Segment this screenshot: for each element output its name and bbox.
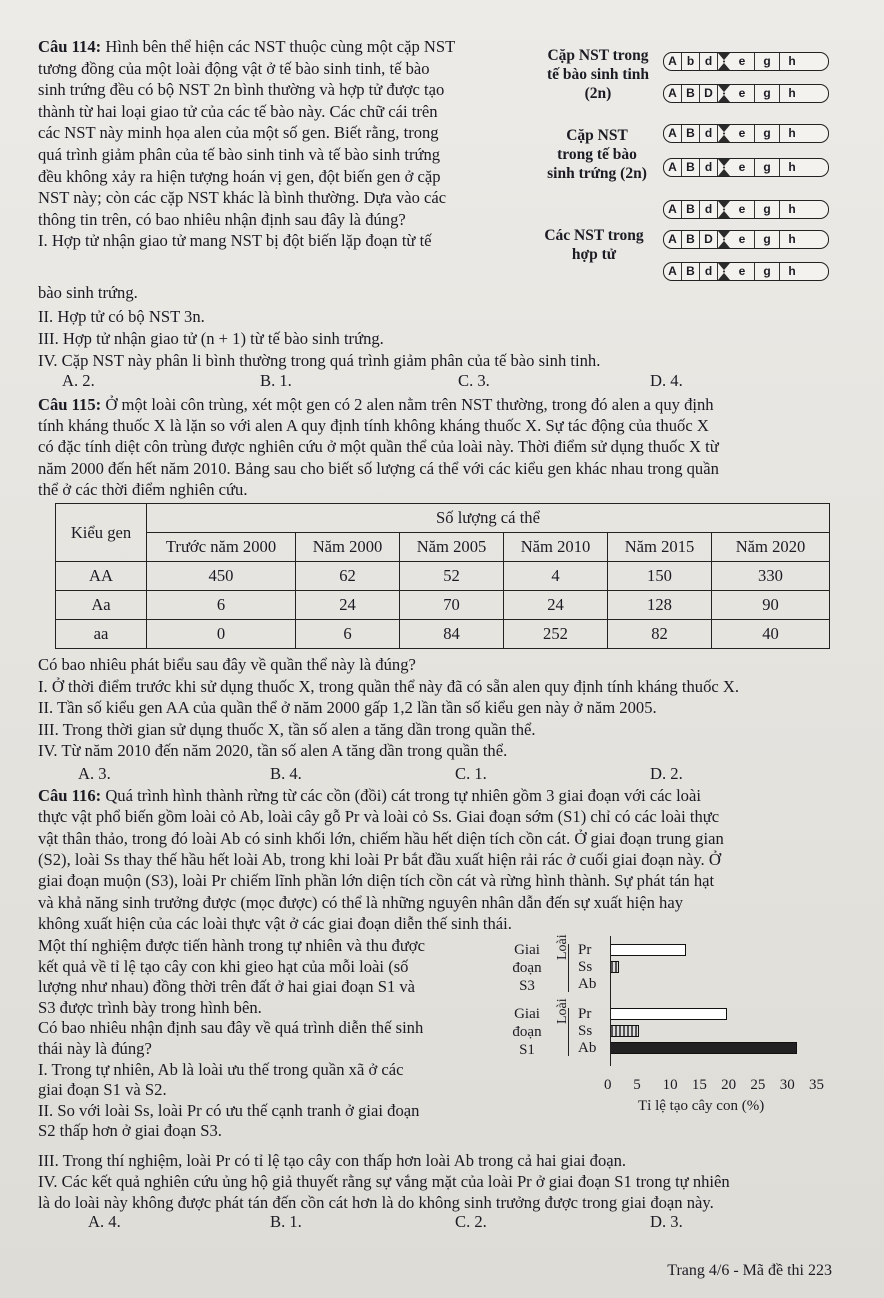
allele-e: e bbox=[730, 85, 755, 102]
text-line: S3 được trình bày trong hình bên. bbox=[38, 997, 262, 1017]
allele-A: A bbox=[664, 159, 682, 176]
x-tick-label: 5 bbox=[633, 1077, 641, 1093]
text-line: và khả năng sinh trưởng được (mọc được) có thể là những nguyên nhân dẫn đến sự xuất hiện hay bbox=[38, 892, 684, 912]
y-axis-label: Loài bbox=[555, 998, 570, 1024]
chromosome bbox=[663, 262, 829, 281]
table-row bbox=[56, 591, 830, 620]
allele-h: h bbox=[788, 264, 796, 278]
allele-g: g bbox=[755, 125, 780, 142]
text-line: tính kháng thuốc X là lặn so với alen A quy định tính không kháng thuốc X. Sự tác động của thuốc X bbox=[38, 416, 709, 436]
allele-g: g bbox=[755, 53, 780, 70]
label-egg-cell bbox=[538, 126, 656, 183]
cell: 40 bbox=[712, 620, 830, 649]
text-line: năm 2000 đến hết năm 2010. Bảng sau cho biết số lượng cá thể với các kiểu gen khác nhau trong quần bbox=[38, 458, 719, 478]
allele-e: e bbox=[730, 53, 755, 70]
allele-B: B bbox=[682, 201, 700, 218]
text-line: III. Trong thời gian sử dụng thuốc X, tần số alen a tăng dần trong quần thể. bbox=[38, 719, 536, 739]
q116-option-a: A. 4. bbox=[88, 1212, 121, 1231]
x-tick-label: 15 bbox=[691, 1077, 707, 1093]
allele-g: g bbox=[755, 85, 780, 102]
stage-label: Giai bbox=[514, 942, 540, 958]
text-line: sinh trứng đều có bộ NST 2n bình thường và hợp tử được tạo bbox=[38, 80, 445, 100]
centromere bbox=[718, 201, 730, 218]
text-line: Câu 116: Quá trình hình thành rừng từ các cồn (đồi) cát trong tự nhiên gồm 3 giai đoạn với các loài bbox=[38, 786, 701, 805]
cell: 252 bbox=[504, 620, 608, 649]
column-header: Năm 2015 bbox=[608, 533, 712, 562]
text-line: III. Hợp tử nhận giao tử (n + 1) từ tế bào sinh trứng. bbox=[38, 329, 384, 348]
cell-genotype: AA bbox=[56, 562, 147, 591]
label-line: Các NST trong bbox=[544, 227, 644, 244]
text-line: kết quả về tỉ lệ tạo cây con khi gieo hạt của mỗi loài (số bbox=[38, 956, 409, 976]
text-line: II. So với loài Ss, loài Pr có ưu thế cạnh tranh ở giai đoạn bbox=[38, 1100, 420, 1120]
centromere bbox=[718, 85, 730, 102]
text-line: IV. Các kết quả nghiên cứu ủng hộ giả thuyết rằng sự vắng mặt của loài Pr ở giai đoạn S1 trong tự nhiên bbox=[38, 1172, 730, 1191]
text-line: giai đoạn S1 và S2. bbox=[38, 1080, 167, 1100]
allele-h: h bbox=[788, 126, 796, 140]
text-line: thông tin trên, có bao nhiêu nhận định sau đây là đúng? bbox=[38, 209, 406, 229]
allele-e: e bbox=[730, 201, 755, 218]
allele-D: D bbox=[700, 231, 718, 248]
text-line: IV. Cặp NST này phân li bình thường trong quá trình giảm phân của tế bào sinh tinh. bbox=[38, 351, 601, 370]
cell: 24 bbox=[296, 591, 400, 620]
x-tick-label: 10 bbox=[662, 1077, 678, 1093]
cell: 24 bbox=[504, 591, 608, 620]
stage-label: S3 bbox=[519, 978, 535, 994]
chromosome bbox=[663, 52, 829, 71]
x-axis-label: Tỉ lệ tạo cây con (%) bbox=[638, 1098, 765, 1114]
text-line: có đặc tính diệt côn trùng được nghiên cứu ở một quần thể của loài này. Thời điểm sử dụng thuốc X từ bbox=[38, 437, 719, 457]
cell: 450 bbox=[147, 562, 296, 591]
q116-option-d: D. 3. bbox=[650, 1212, 683, 1231]
question-number: Câu 115: bbox=[38, 395, 102, 414]
allele-A: A bbox=[664, 231, 682, 248]
label-line: sinh trứng (2n) bbox=[547, 165, 647, 182]
allele-g: g bbox=[755, 201, 780, 218]
text-line: lượng như nhau) đồng thời trên đất ở hai giai đoạn S1 và bbox=[38, 977, 416, 997]
allele-g: g bbox=[755, 231, 780, 248]
group-bracket bbox=[568, 1008, 569, 1056]
text-line: vật thân thảo, trong đó loài Ab có sinh khối lớn, chiếm hầu hết diện tích cồn cát. Ở giai đoạn trung gian bbox=[38, 828, 724, 848]
allele-g: g bbox=[755, 159, 780, 176]
question-number: Câu 116: bbox=[38, 786, 102, 805]
y-axis-label: Loài bbox=[555, 934, 570, 960]
text-line: I. Trong tự nhiên, Ab là loài ưu thế trong quần xã ở các bbox=[38, 1059, 404, 1079]
chromosome bbox=[663, 200, 829, 219]
bar-ss-s1 bbox=[610, 1025, 639, 1037]
allele-d: d bbox=[700, 159, 718, 176]
text-line: quá trình giảm phân của tế bào sinh tinh và tế bào sinh trứng bbox=[38, 145, 441, 164]
x-tick-label: 20 bbox=[721, 1077, 737, 1093]
table-row bbox=[56, 562, 830, 591]
text-line: III. Trong thí nghiệm, loài Pr có tỉ lệ tạo cây con thấp hơn loài Ab trong cả hai giai đoạn. bbox=[38, 1151, 627, 1170]
x-tick-label: 35 bbox=[809, 1077, 824, 1093]
cell: 128 bbox=[608, 591, 712, 620]
q114-option-d: D. 4. bbox=[650, 371, 683, 390]
allele-A: A bbox=[664, 85, 682, 102]
q115-option-a: A. 3. bbox=[78, 764, 111, 783]
stage-label: S1 bbox=[519, 1042, 535, 1058]
chromosome bbox=[663, 158, 829, 177]
bar-pr-s1 bbox=[610, 1008, 727, 1020]
cell: 90 bbox=[712, 591, 830, 620]
group-bracket bbox=[568, 944, 569, 992]
allele-h: h bbox=[788, 232, 796, 246]
allele-B: B bbox=[682, 231, 700, 248]
label-sperm-cell bbox=[538, 46, 658, 103]
text-line: I. Ở thời điểm trước khi sử dụng thuốc X, trong quần thể này đã có sẵn alen quy định tính kháng thuốc X. bbox=[38, 676, 740, 696]
cell: 0 bbox=[147, 620, 296, 649]
allele-A: A bbox=[664, 201, 682, 218]
text-line: đều không xảy ra hiện tượng hoán vị gen, đột biến gen ở cặp bbox=[38, 166, 441, 186]
label-line: hợp tử bbox=[571, 246, 617, 263]
page-footer: Trang 4/6 - Mã đề thi 223 bbox=[667, 1262, 832, 1279]
cell-genotype: aa bbox=[56, 620, 147, 649]
allele-e: e bbox=[730, 125, 755, 142]
allele-b: b bbox=[682, 53, 700, 70]
allele-h: h bbox=[788, 202, 796, 216]
chromosome bbox=[663, 230, 829, 249]
allele-g: g bbox=[755, 263, 780, 280]
species-label: Ss bbox=[578, 1023, 593, 1039]
text-line: (S2), loài Ss thay thế hầu hết loài Ab, trong khi loài Pr bắt đầu xuất hiện rải rác ở cuối giai đoạn này. Ở bbox=[38, 849, 721, 869]
text-line: bào sinh trứng. bbox=[38, 283, 138, 302]
allele-e: e bbox=[730, 263, 755, 280]
cell: 6 bbox=[147, 591, 296, 620]
cell: 82 bbox=[608, 620, 712, 649]
bar-ab-s1 bbox=[610, 1042, 797, 1054]
label-line: Cặp NST bbox=[566, 127, 628, 144]
cell: 84 bbox=[400, 620, 504, 649]
label-line: tế bào sinh tinh bbox=[546, 66, 650, 83]
cell: 150 bbox=[608, 562, 712, 591]
allele-h: h bbox=[788, 54, 796, 68]
text-line: thực vật phổ biến gồm loài cỏ Ab, loài cây gỗ Pr và loài cỏ Ss. Giai đoạn sớm (S1) chỉ có các loài thực bbox=[38, 807, 720, 827]
genotype-table bbox=[55, 503, 830, 649]
text-line: giai đoạn muộn (S3), loài Pr chiếm lĩnh phần lớn diện tích cồn cát và rừng hình thành. Sự phát tán hạt bbox=[38, 871, 715, 891]
centromere bbox=[718, 53, 730, 70]
column-header: Trước năm 2000 bbox=[147, 533, 296, 562]
text-line: NST này; còn các cặp NST khác là bình thường. Dựa vào các bbox=[38, 188, 447, 208]
question-number: Câu 114: bbox=[38, 37, 102, 56]
chromosome bbox=[663, 84, 829, 103]
cell: 6 bbox=[296, 620, 400, 649]
x-tick-label: 0 bbox=[604, 1077, 612, 1093]
stage-label: Giai bbox=[514, 1006, 540, 1022]
allele-h: h bbox=[788, 86, 796, 100]
allele-e: e bbox=[730, 231, 755, 248]
text-line: thái này là đúng? bbox=[38, 1039, 152, 1058]
text-line: II. Tần số kiểu gen AA của quần thể ở năm 2000 gấp 1,2 lần tần số kiểu gen này ở năm 2005. bbox=[38, 698, 657, 717]
q115-option-c: C. 1. bbox=[455, 764, 487, 783]
allele-B: B bbox=[682, 85, 700, 102]
text-line: Có bao nhiêu nhận định sau đây về quá trình diễn thế sinh bbox=[38, 1018, 424, 1038]
text-line: thể ở các thời điểm nghiên cứu. bbox=[38, 479, 248, 499]
q115-option-b: B. 4. bbox=[270, 764, 302, 783]
species-label: Pr bbox=[578, 1006, 592, 1022]
y-axis-line bbox=[610, 936, 611, 1066]
x-tick-label: 25 bbox=[750, 1077, 766, 1093]
text-line: các NST này minh họa alen của một số gen. Biết rằng, trong bbox=[38, 123, 439, 143]
allele-A: A bbox=[664, 53, 682, 70]
q114-option-a: A. 2. bbox=[62, 371, 95, 390]
allele-d: d bbox=[700, 53, 718, 70]
species-label: Ab bbox=[578, 1040, 597, 1056]
cell: 70 bbox=[400, 591, 504, 620]
column-header: Năm 2010 bbox=[504, 533, 608, 562]
text-line: Có bao nhiêu phát biểu sau đây về quần thể này là đúng? bbox=[38, 655, 416, 674]
species-label: Ab bbox=[578, 976, 597, 992]
species-label: Pr bbox=[578, 942, 592, 958]
allele-d: d bbox=[700, 201, 718, 218]
column-header: Năm 2000 bbox=[296, 533, 400, 562]
text-line: S2 thấp hơn ở giai đoạn S3. bbox=[38, 1121, 222, 1141]
table-header-genotype: Kiểu gen bbox=[56, 504, 147, 562]
column-header: Năm 2005 bbox=[400, 533, 504, 562]
centromere bbox=[718, 125, 730, 142]
cell: 4 bbox=[504, 562, 608, 591]
text-line: Một thí nghiệm được tiến hành trong tự nhiên và thu được bbox=[38, 936, 425, 955]
centromere bbox=[718, 159, 730, 176]
x-tick-label: 30 bbox=[779, 1077, 795, 1093]
text-line: thành từ hai loại giao tử của các tế bào này. Các chữ cái trên bbox=[38, 101, 438, 121]
species-label: Ss bbox=[578, 959, 593, 975]
text-line: Câu 114: Hình bên thể hiện các NST thuộc cùng một cặp NST bbox=[38, 37, 456, 56]
allele-B: B bbox=[682, 159, 700, 176]
text-line: I. Hợp tử nhận giao tử mang NST bị đột biến lặp đoạn từ tế bbox=[38, 231, 432, 251]
text-line: là do loài này không được phát tán đến cồn cát hơn là do không sinh trưởng được trong giai đoạn này. bbox=[38, 1193, 714, 1212]
allele-e: e bbox=[730, 159, 755, 176]
allele-d: d bbox=[700, 263, 718, 280]
allele-A: A bbox=[664, 125, 682, 142]
q116-option-b: B. 1. bbox=[270, 1212, 302, 1231]
allele-h: h bbox=[788, 160, 796, 174]
q114-option-c: C. 3. bbox=[458, 371, 490, 390]
allele-B: B bbox=[682, 263, 700, 280]
label-line: Cặp NST trong bbox=[547, 47, 649, 64]
chromosome bbox=[663, 124, 829, 143]
q116-option-c: C. 2. bbox=[455, 1212, 487, 1231]
allele-A: A bbox=[664, 263, 682, 280]
q114-option-b: B. 1. bbox=[260, 371, 292, 390]
table-header-count: Số lượng cá thể bbox=[147, 504, 830, 533]
table-column-headers bbox=[56, 533, 830, 562]
text-line: tương đồng của một loài động vật ở tế bào sinh tinh, tế bào bbox=[38, 58, 430, 78]
centromere bbox=[718, 263, 730, 280]
stage-label: đoạn bbox=[512, 1024, 542, 1040]
column-header: Năm 2020 bbox=[712, 533, 830, 562]
centromere bbox=[718, 231, 730, 248]
cell: 62 bbox=[296, 562, 400, 591]
text-line: IV. Từ năm 2010 đến năm 2020, tần số alen A tăng dần trong quần thể. bbox=[38, 741, 508, 760]
label-line: (2n) bbox=[584, 85, 612, 102]
table-row bbox=[56, 620, 830, 649]
label-zygote bbox=[534, 226, 654, 264]
text-line: Câu 115: Ở một loài côn trùng, xét một gen có 2 alen nằm trên NST thường, trong đó alen a quy định bbox=[38, 395, 714, 414]
label-line: trong tế bào bbox=[557, 146, 637, 163]
cell: 52 bbox=[400, 562, 504, 591]
cell-genotype: Aa bbox=[56, 591, 147, 620]
stage-label: đoạn bbox=[512, 960, 542, 976]
allele-B: B bbox=[682, 125, 700, 142]
bar-pr-s3 bbox=[610, 944, 686, 956]
text-line: không xuất hiện của các loài thực vật ở các giai đoạn diễn thế sinh thái. bbox=[38, 913, 512, 933]
bar-ss-s3 bbox=[610, 961, 619, 973]
allele-d: d bbox=[700, 125, 718, 142]
allele-D: D bbox=[700, 85, 718, 102]
q115-option-d: D. 2. bbox=[650, 764, 683, 783]
text-line: II. Hợp tử có bộ NST 3n. bbox=[38, 307, 205, 326]
cell: 330 bbox=[712, 562, 830, 591]
